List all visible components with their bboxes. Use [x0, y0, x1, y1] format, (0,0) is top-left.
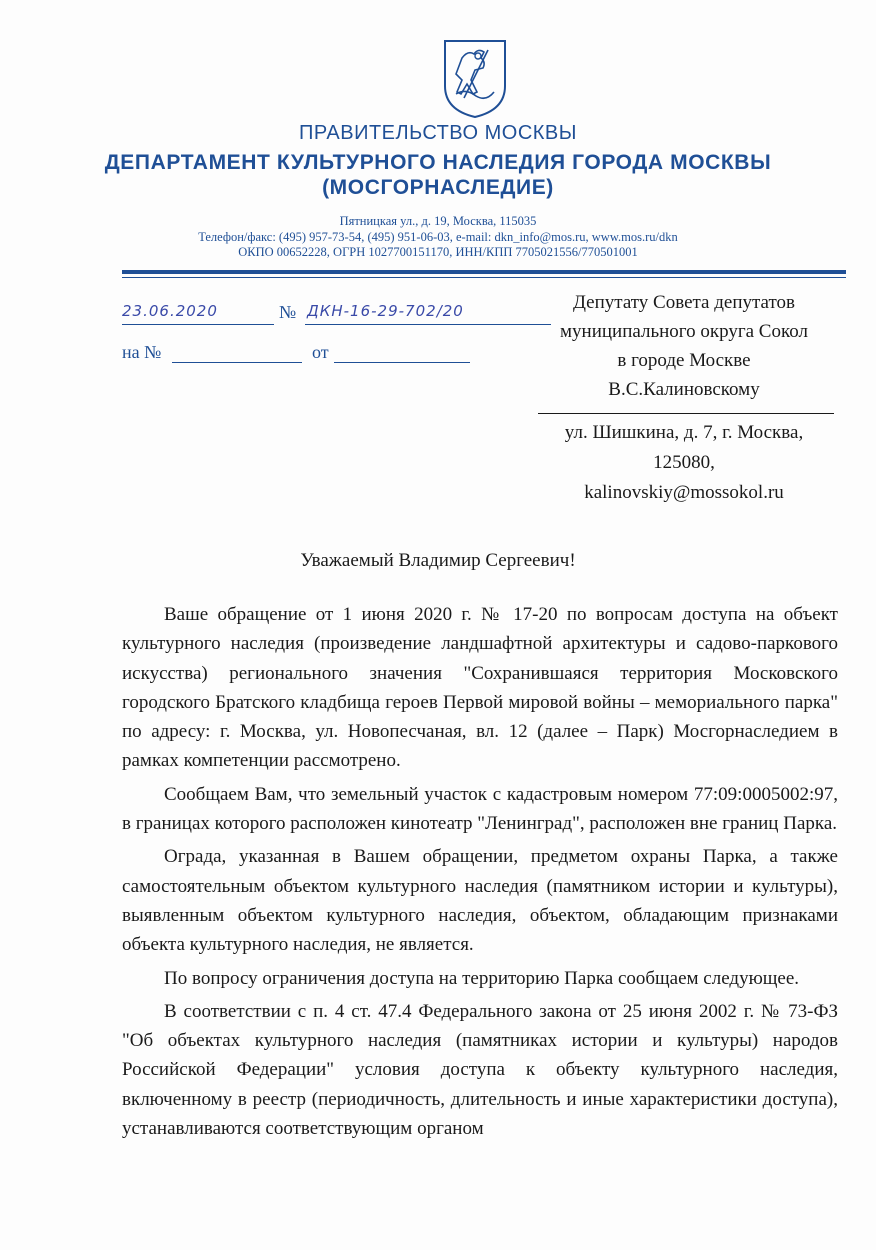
department-contacts — [0, 214, 876, 261]
registration-date: 23.06.2020 — [122, 302, 218, 320]
addressee-block — [532, 288, 836, 404]
moscow-coat-of-arms-icon — [442, 38, 508, 120]
addressee-divider — [538, 413, 834, 414]
department-phone-email: Телефон/факс: (495) 957-73-54, (495) 951-06-03, e-mail: dkn_info@mos.ru, www.mos.ru/dkn — [198, 229, 678, 244]
body-paragraph: В соответствии с п. 4 ст. 47.4 Федерального закона от 25 июня 2002 г. № 73-ФЗ "Об объектах культурного наследия (памятниках истории и культуры) народов Российской Федерации" условия доступа к объекту культурного наследия, включенному в реестр (периодичность, длительность и иные характеристики доступа), устанавливаются соответствующим органом — [122, 1000, 838, 1140]
body-paragraph: Ограда, указанная в Вашем обращении, предметом охраны Парка, а также самостоятельным объектом культурного наследия (памятником истории и культуры), выявленным объектом культурного наследия, объектом, обладающим признаками объекта культурного наследия, не является. — [122, 846, 838, 956]
reply-to-label: на № — [122, 342, 162, 362]
addressee-postcode: 125080, — [653, 452, 715, 473]
department-title-line1: ДЕПАРТАМЕНТ КУЛЬТУРНОГО НАСЛЕДИЯ ГОРОДА МОСКВЫ — [104, 151, 772, 174]
addressee-email: kalinovskiy@mossokol.ru — [584, 482, 784, 503]
registration-number-label: № — [279, 302, 297, 322]
addressee-name: В.С.Калиновскому — [608, 379, 760, 400]
addressee-line: в городе Москве — [617, 350, 751, 371]
body-paragraph: Ваше обращение от 1 июня 2020 г. № 17-20 по вопросам доступа на объект культурного наследия (произведение ландшафтной архитектуры и садово-паркового искусства) регионального значения "Сохранившаяся территория Московского городского Братского кладбища героев Первой мировой войны – мемориального парка" по адресу: г. Москва, ул. Новопесчаная, вл. 12 (далее – Парк) Мосгорнаследием в рамках компетенции рассмотрено. — [122, 604, 838, 772]
registration-number: ДКН-16-29-702/20 — [307, 302, 464, 320]
department-title-line2: (МОСГОРНАСЛЕДИЕ) — [322, 176, 554, 199]
addressee-street: ул. Шишкина, д. 7, г. Москва, — [564, 422, 804, 443]
addressee-line: Депутату Совета депутатов — [572, 292, 796, 313]
government-title: ПРАВИТЕЛЬСТВО МОСКВЫ — [299, 122, 577, 144]
body-paragraph: По вопросу ограничения доступа на территорию Парка сообщаем следующее. — [164, 967, 800, 989]
addressee-address-block — [532, 418, 836, 508]
letter-body — [122, 600, 838, 1147]
department-address: Пятницкая ул., д. 19, Москва, 115035 — [339, 214, 537, 228]
department-codes: ОКПО 00652228, ОГРН 1027700151170, ИНН/КПП 7705021556/770501001 — [238, 245, 638, 259]
letterhead-rule-thick — [122, 270, 846, 274]
addressee-line: муниципального округа Сокол — [560, 321, 808, 342]
reply-to-number-blank — [172, 362, 302, 363]
reply-from-date-blank — [334, 362, 470, 363]
reply-from-label: от — [312, 342, 329, 362]
registration-date-field — [122, 302, 274, 325]
department-title — [0, 150, 876, 200]
registration-number-field — [305, 302, 551, 325]
salutation: Уважаемый Владимир Сергеевич! — [300, 550, 576, 571]
body-paragraph: Сообщаем Вам, что земельный участок с кадастровым номером 77:09:0005002:97, в границах которого расположен кинотеатр "Ленинград", расположен вне границ Парка. — [122, 783, 838, 835]
letterhead-rule-thin — [122, 277, 846, 278]
